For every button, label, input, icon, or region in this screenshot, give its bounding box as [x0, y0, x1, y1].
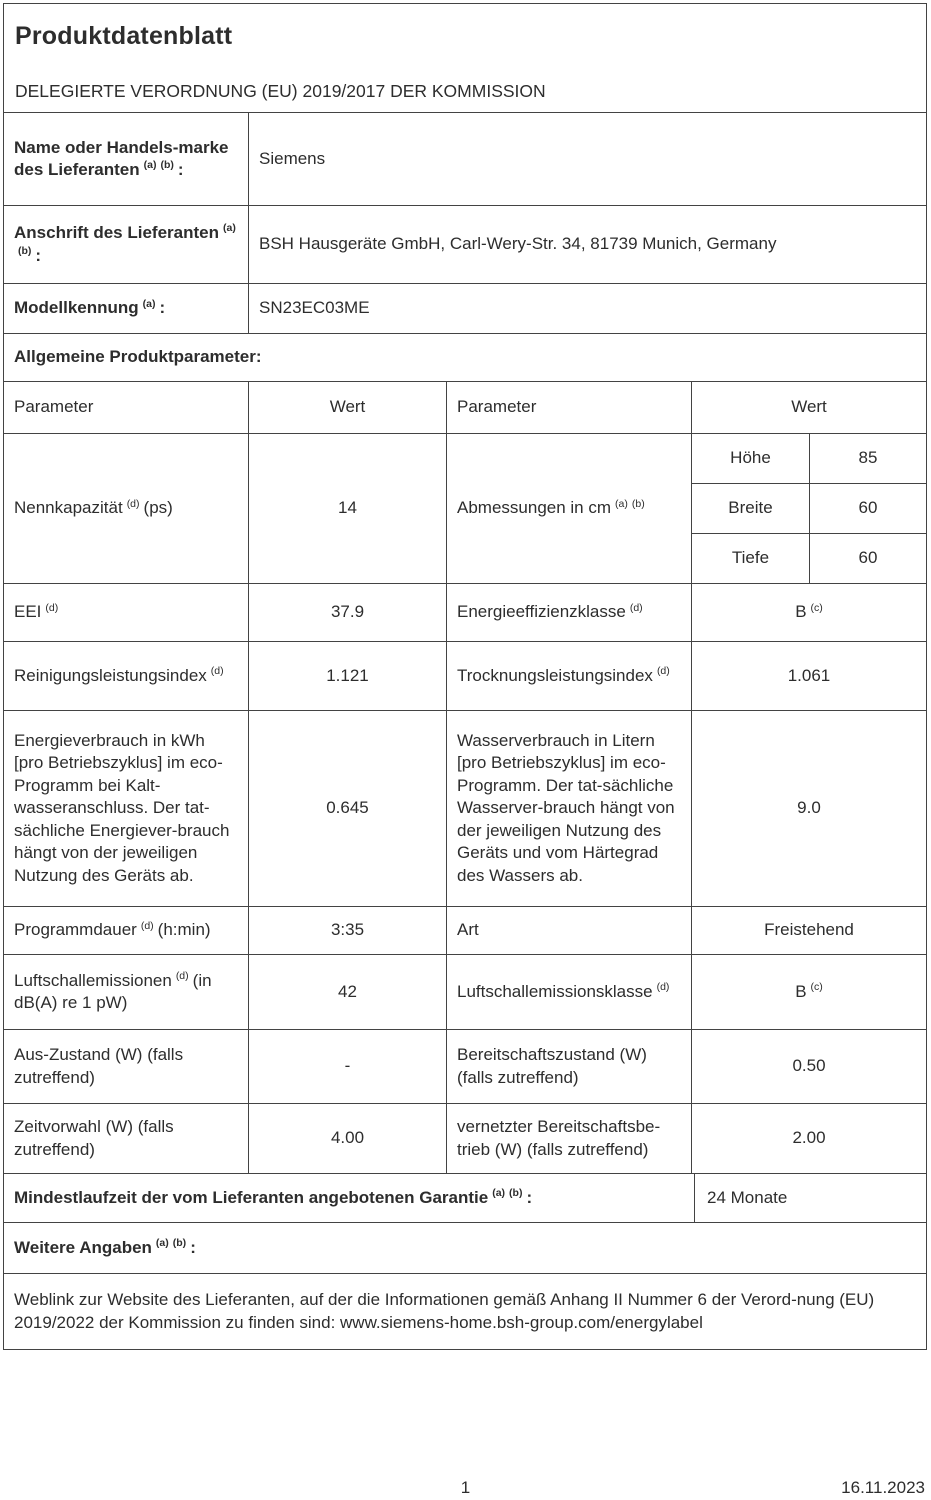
label-text: EEI	[14, 602, 42, 622]
title-block	[4, 4, 926, 113]
model-id-label	[4, 284, 249, 333]
label-text: Abmessungen in cm	[457, 498, 612, 518]
footnote-sup-c: (c)	[810, 981, 823, 994]
datasheet-table	[3, 3, 927, 1350]
type-label: Art	[447, 907, 692, 954]
standby-label: Bereitschaftszustand (W) (falls zutreffend)	[447, 1030, 692, 1103]
footnote-sup-b: (b)	[509, 1187, 523, 1200]
footnote-sup-b: (b)	[18, 244, 32, 257]
label-unit: (ps)	[143, 498, 173, 518]
duration-type-row	[4, 907, 926, 955]
footnote-sup-c: (c)	[810, 601, 823, 614]
duration-value: 3:35	[249, 907, 447, 954]
dimensions-subtable	[692, 434, 926, 583]
col-header-parameter-left: Parameter	[4, 382, 249, 433]
label-text: Energieeffizienzklasse	[457, 602, 626, 622]
label-text: Trocknungsleistungsindex	[457, 665, 653, 685]
energy-consumption-value: 0.645	[249, 711, 447, 906]
dimension-name: Tiefe	[692, 534, 810, 583]
label-colon: :	[159, 298, 166, 318]
networked-standby-label: vernetzter Bereitschaftsbe-trieb (W) (falls zutreffend)	[447, 1104, 692, 1173]
capacity-value: 14	[249, 434, 447, 583]
model-id-value: SN23EC03ME	[259, 298, 370, 318]
value-text: B	[795, 981, 807, 1001]
label-text: Reinigungsleistungsindex	[14, 665, 207, 685]
cleaning-drying-row	[4, 642, 926, 711]
footnote-sup-a: (a)	[142, 297, 156, 310]
cleaning-index-label	[4, 642, 249, 710]
col-header-wert-left: Wert	[249, 382, 447, 433]
footnote-sup-b: (b)	[172, 1237, 187, 1250]
footnote-sup-d: (d)	[140, 919, 154, 932]
label-text: Mindestlaufzeit der vom Lieferanten angebotenen Garantie	[14, 1187, 489, 1207]
supplier-address-value: BSH Hausgeräte GmbH, Carl-Wery-Str. 34, 81739 Munich, Germany	[259, 234, 777, 254]
label-text: Anschrift des Lieferanten	[14, 223, 219, 242]
supplier-name-row	[4, 113, 926, 206]
col-header-parameter-right: Parameter	[447, 382, 692, 433]
label-colon: :	[190, 1237, 196, 1257]
additional-info-label	[4, 1223, 926, 1273]
duration-label	[4, 907, 249, 954]
type-value: Freistehend	[764, 920, 854, 940]
eei-label	[4, 584, 249, 641]
weblink-text: Weblink zur Website des Lieferanten, auf der die Informationen gemäß Anhang II Nummer 6 der Verord-nung (EU) 2019/2022 der Kommission zu finden sind: www.siemens-home.bsh-group.com/energylabel	[14, 1290, 875, 1332]
footnote-sup-d: (d)	[656, 981, 670, 994]
offmode-value: -	[249, 1030, 447, 1103]
footnote-sup-a: (a)	[155, 1237, 169, 1250]
dimension-name: Höhe	[692, 434, 810, 483]
dimension-value: 60	[858, 498, 878, 518]
footnote-sup-a: (a)	[143, 159, 157, 172]
water-consumption-label: Wasserverbrauch in Litern [pro Betriebszyklus] im eco-Programm. Der tat-sächliche Wasserver-brauch hängt von der jeweiligen Nutzung des Geräts und vom Härtegrad des Wassers ab.	[447, 711, 692, 906]
dimension-row	[692, 434, 926, 484]
eei-value: 37.9	[249, 584, 447, 641]
footnote-sup-d: (d)	[629, 601, 643, 614]
supplier-name-value: Siemens	[259, 148, 326, 168]
value-text: B	[795, 602, 807, 622]
eei-row	[4, 584, 926, 642]
label-text: Weitere Angaben	[14, 1237, 152, 1257]
warranty-row	[4, 1174, 926, 1223]
consumption-row	[4, 711, 926, 907]
energy-consumption-label: Energieverbrauch in kWh [pro Betriebszyklus] im eco-Programm bei Kalt-wasseranschluss. Der tat-sächliche Energiever-brauch hängt von der jeweiligen Nutzung des Geräts ab.	[4, 711, 249, 906]
page-number: 1	[460, 1478, 471, 1497]
delay-start-label: Zeitvorwahl (W) (falls zutreffend)	[4, 1104, 249, 1173]
dimension-value: 60	[858, 548, 878, 568]
dimension-row	[692, 484, 926, 534]
label-text: Name oder Handels-marke des Lieferanten	[14, 137, 229, 179]
noise-row	[4, 955, 926, 1030]
noise-label	[4, 955, 249, 1029]
regulation-subtitle: DELEGIERTE VERORDNUNG (EU) 2019/2017 DER KOMMISSION	[15, 81, 546, 101]
energy-class-value	[692, 584, 926, 641]
additional-info-row	[4, 1223, 926, 1274]
footnote-sup-a: (a)	[492, 1187, 506, 1200]
column-header-row	[4, 382, 926, 434]
networked-standby-value: 2.00	[792, 1128, 826, 1148]
label-colon: :	[177, 160, 184, 179]
footnote-sup-d: (d)	[126, 497, 140, 510]
label-text: Luftschallemissionsklasse	[457, 981, 653, 1001]
supplier-address-label	[4, 206, 249, 283]
footnote-sup-d: (d)	[656, 665, 670, 678]
capacity-label	[4, 434, 249, 583]
model-id-row	[4, 284, 926, 334]
noise-class-value	[692, 955, 926, 1029]
dimension-row	[692, 534, 926, 583]
footnote-sup-b: (b)	[631, 497, 645, 510]
offmode-standby-row	[4, 1030, 926, 1104]
page-title: Produktdatenblatt	[15, 22, 233, 50]
col-header-wert-right: Wert	[791, 397, 827, 417]
delay-start-value: 4.00	[249, 1104, 447, 1173]
noise-class-label	[447, 955, 692, 1029]
footnote-sup-a: (a)	[615, 497, 628, 510]
noise-value: 42	[249, 955, 447, 1029]
energy-class-label	[447, 584, 692, 641]
label-unit: (in dB(A) re 1 pW)	[14, 970, 212, 1012]
label-colon: :	[35, 245, 42, 265]
label-colon: :	[526, 1187, 533, 1207]
standby-value: 0.50	[792, 1056, 826, 1076]
weblink-row	[4, 1274, 926, 1349]
dimension-value: 85	[858, 448, 878, 468]
drying-index-label	[447, 642, 692, 710]
label-text: Nennkapazität	[14, 498, 123, 518]
section-heading: Allgemeine Produktparameter:	[14, 347, 262, 367]
footnote-sup-d: (d)	[210, 665, 224, 678]
warranty-value: 24 Monate	[707, 1187, 788, 1207]
supplier-address-row	[4, 206, 926, 284]
footer-date: 16.11.2023	[841, 1478, 925, 1497]
drying-index-value: 1.061	[787, 665, 831, 685]
footnote-sup-d: (d)	[175, 969, 189, 982]
delay-networked-row	[4, 1104, 926, 1174]
warranty-label	[4, 1174, 695, 1222]
dimension-name: Breite	[692, 484, 810, 533]
label-text: Modellkennung	[14, 298, 139, 318]
label-text: Programmdauer	[14, 920, 137, 940]
label-text: Luftschallemissionen	[14, 970, 172, 990]
supplier-name-label	[4, 113, 249, 205]
section-heading-row	[4, 334, 926, 382]
label-unit: (h:min)	[157, 920, 211, 940]
cleaning-index-value: 1.121	[249, 642, 447, 710]
offmode-label: Aus-Zustand (W) (falls zutreffend)	[4, 1030, 249, 1103]
page-footer	[0, 1478, 931, 1498]
footnote-sup-d: (d)	[45, 601, 59, 614]
dimensions-label	[447, 434, 692, 583]
water-consumption-value: 9.0	[797, 798, 821, 818]
footnote-sup-a: (a)	[223, 222, 236, 235]
capacity-dimensions-row	[4, 434, 926, 584]
footnote-sup-b: (b)	[160, 159, 174, 172]
